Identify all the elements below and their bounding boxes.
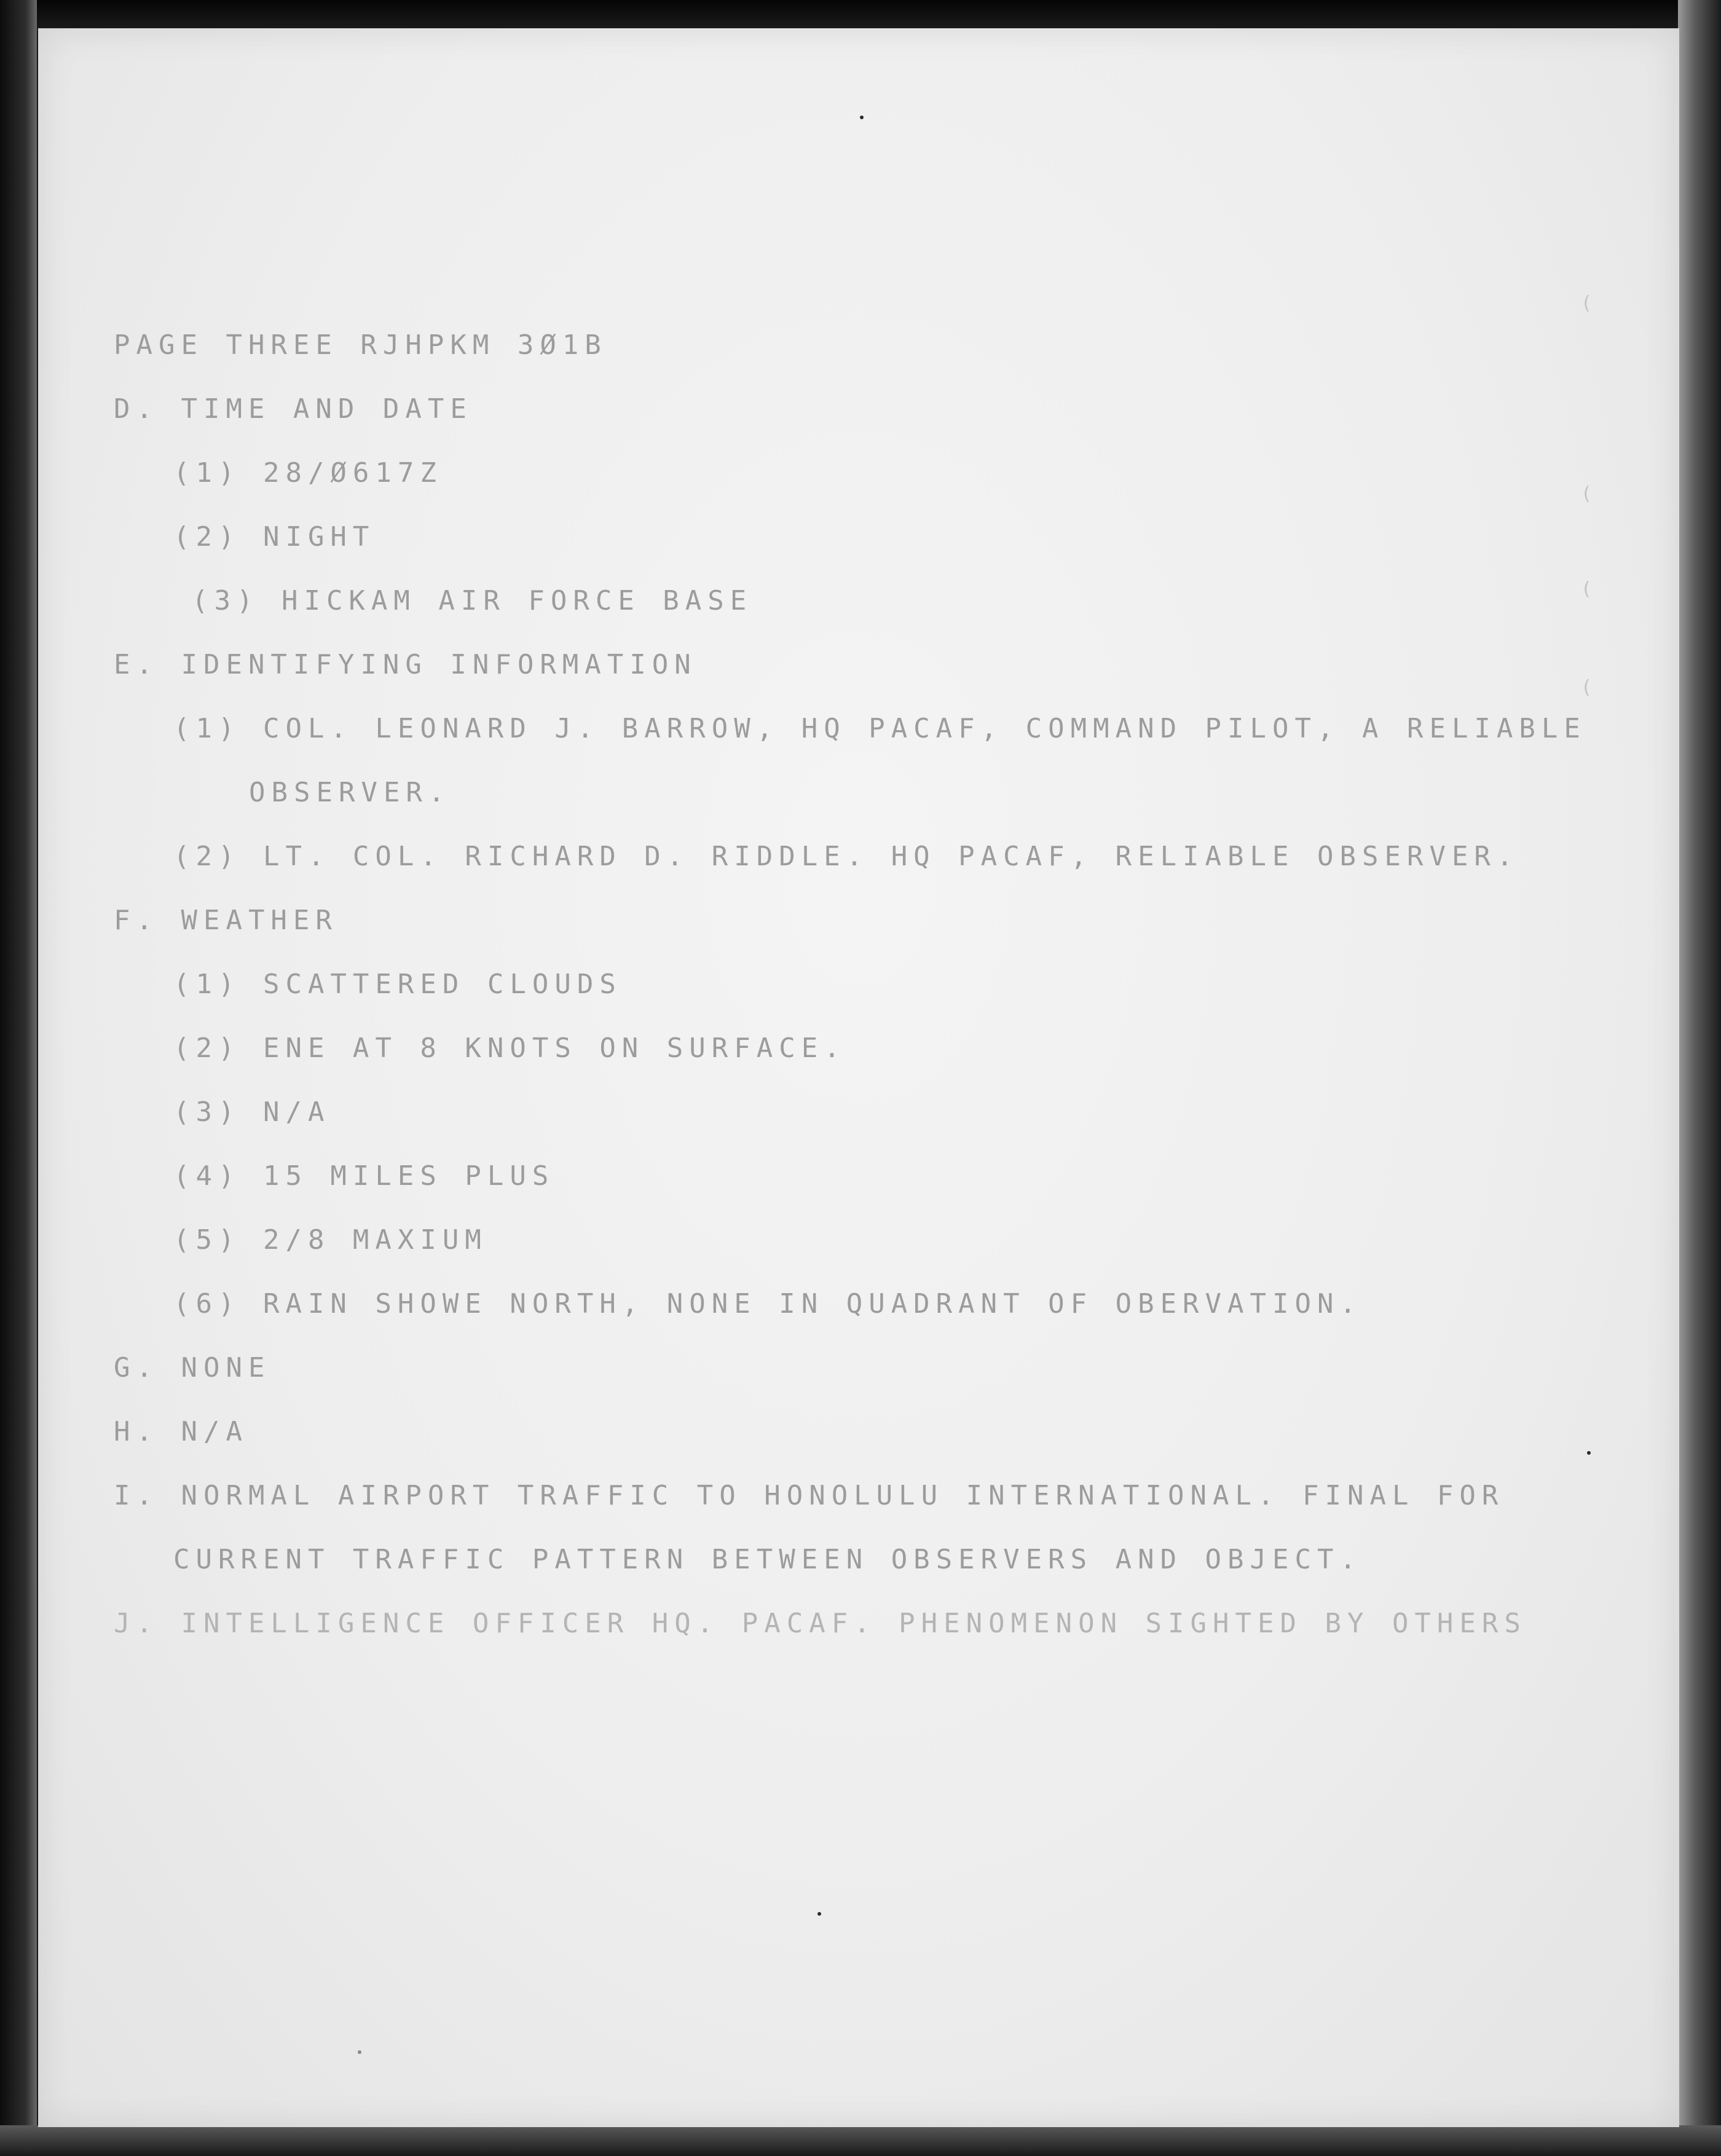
section-i: I. NORMAL AIRPORT TRAFFIC TO HONOLULU INTERNATIONAL. FINAL FOR xyxy=(114,1480,1505,1511)
section-i-continued: CURRENT TRAFFIC PATTERN BETWEEN OBSERVERS AND OBJECT. xyxy=(173,1544,1362,1575)
typed-document xyxy=(38,28,1679,2127)
scan-left-edge xyxy=(0,0,37,2156)
scan-bottom-edge xyxy=(0,2125,1721,2156)
margin-mark: ( xyxy=(1581,677,1593,698)
weather-item-6: (6) RAIN SHOWE NORTH, NONE IN QUADRANT OF OBERVATION. xyxy=(173,1288,1362,1320)
weather-item-5: (5) 2/8 MAXIUM xyxy=(173,1224,487,1256)
page-header: PAGE THREE RJHPKM 3Ø1B xyxy=(114,329,607,361)
margin-mark: ( xyxy=(1581,578,1593,600)
dust-speck xyxy=(817,1912,821,1916)
scan-top-edge xyxy=(0,0,1721,31)
section-e-heading: E. IDENTIFYING INFORMATION xyxy=(114,649,697,680)
time-and-date-item-2: (2) NIGHT xyxy=(173,521,376,553)
weather-item-3: (3) N/A xyxy=(173,1096,331,1128)
section-h: H. N/A xyxy=(114,1416,248,1447)
weather-item-4: (4) 15 MILES PLUS xyxy=(173,1160,555,1192)
dust-speck xyxy=(1587,1451,1591,1455)
identifying-item-1-continued: OBSERVER. xyxy=(249,777,451,808)
dust-speck xyxy=(860,116,864,119)
section-j: J. INTELLIGENCE OFFICER HQ. PACAF. PHENOMENON SIGHTED BY OTHERS xyxy=(114,1608,1527,1639)
margin-mark: ( xyxy=(1581,293,1593,314)
weather-item-1: (1) SCATTERED CLOUDS xyxy=(173,969,622,1000)
time-and-date-item-3: (3) HICKAM AIR FORCE BASE xyxy=(192,585,753,616)
identifying-item-1: (1) COL. LEONARD J. BARROW, HQ PACAF, COMMAND PILOT, A RELIABLE xyxy=(173,713,1586,744)
scan-right-edge xyxy=(1678,0,1721,2156)
section-f-heading: F. WEATHER xyxy=(114,905,338,936)
section-g: G. NONE xyxy=(114,1352,271,1383)
time-and-date-item-1: (1) 28/Ø617Z xyxy=(173,457,443,489)
weather-item-2: (2) ENE AT 8 KNOTS ON SURFACE. xyxy=(173,1033,846,1064)
dust-speck xyxy=(358,2050,361,2054)
section-d-heading: D. TIME AND DATE xyxy=(114,393,473,425)
identifying-item-2: (2) LT. COL. RICHARD D. RIDDLE. HQ PACAF, RELIABLE OBSERVER. xyxy=(173,841,1519,872)
margin-mark: ( xyxy=(1581,483,1593,505)
